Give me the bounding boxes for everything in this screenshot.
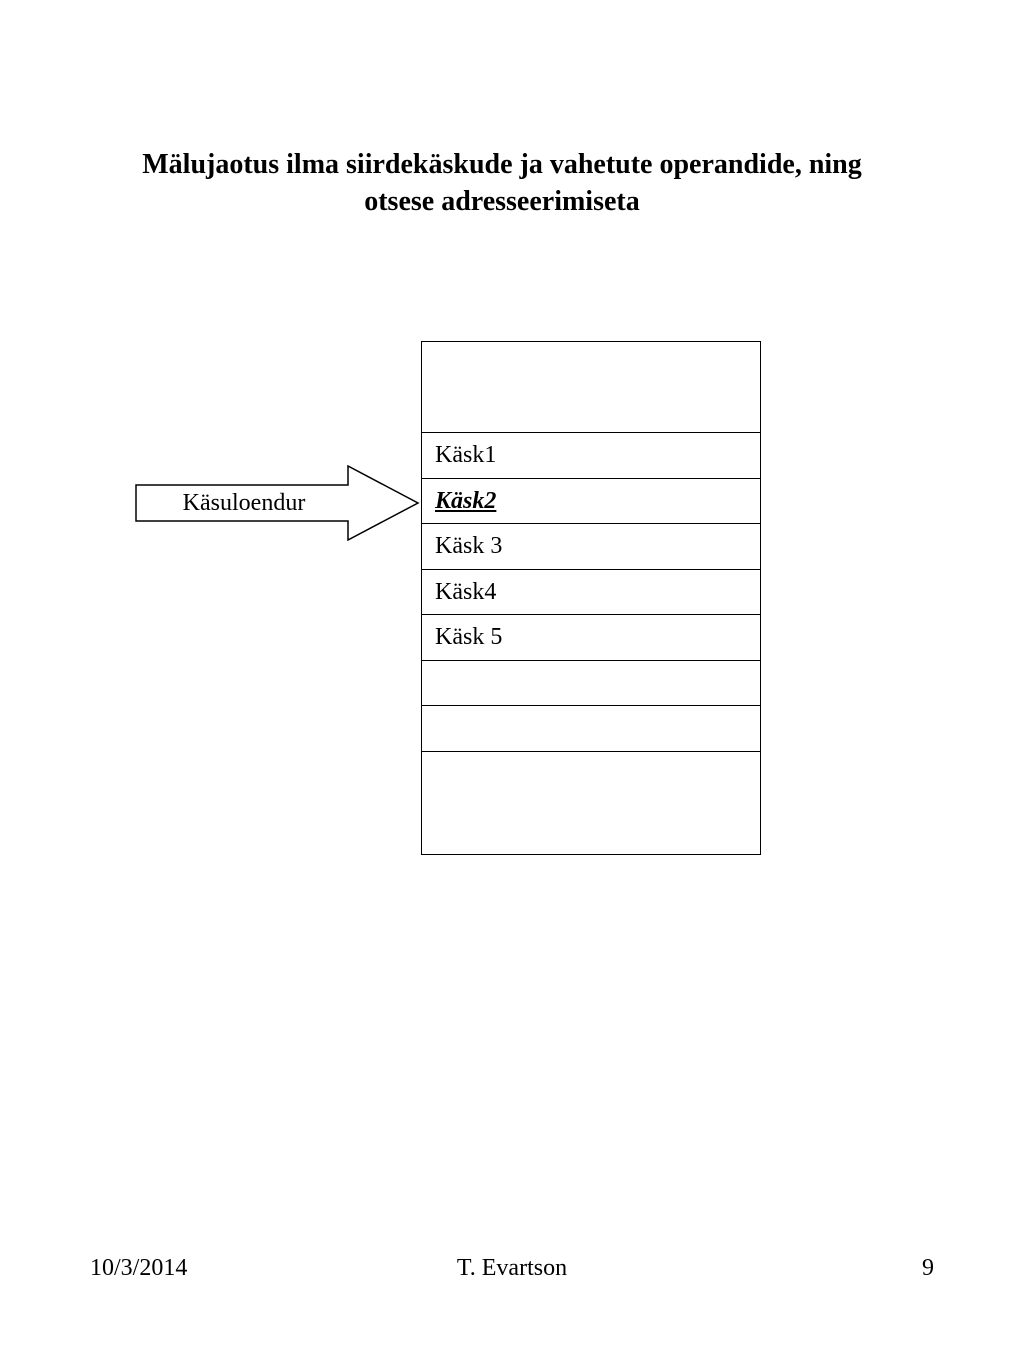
- slide-title-line-1: Mälujaotus ilma siirdekäskude ja vahetute operandide, ning: [142, 149, 862, 180]
- memory-cell-instruction-1: Käsk1: [422, 433, 760, 479]
- footer-date: 10/3/2014: [90, 1255, 188, 1281]
- footer-page-number: 9: [922, 1255, 934, 1281]
- memory-cell-empty-top: [422, 342, 760, 433]
- memory-cell-instruction-3: Käsk 3: [422, 524, 760, 570]
- memory-cell-empty: [422, 661, 760, 707]
- footer-author: T. Evartson: [456, 1255, 568, 1281]
- memory-cell-instruction-4: Käsk4: [422, 570, 760, 616]
- memory-cell-empty: [422, 706, 760, 752]
- slide-title: [0, 146, 1004, 220]
- memory-block: [421, 341, 761, 855]
- program-counter-label: Käsuloendur: [182, 490, 306, 516]
- slide-title-line-2: otsese adresseerimiseta: [364, 186, 640, 217]
- memory-cell-instruction-5: Käsk 5: [422, 615, 760, 661]
- memory-cell-instruction-2-current: Käsk2: [422, 479, 760, 525]
- memory-cell-empty-bottom: [422, 752, 760, 854]
